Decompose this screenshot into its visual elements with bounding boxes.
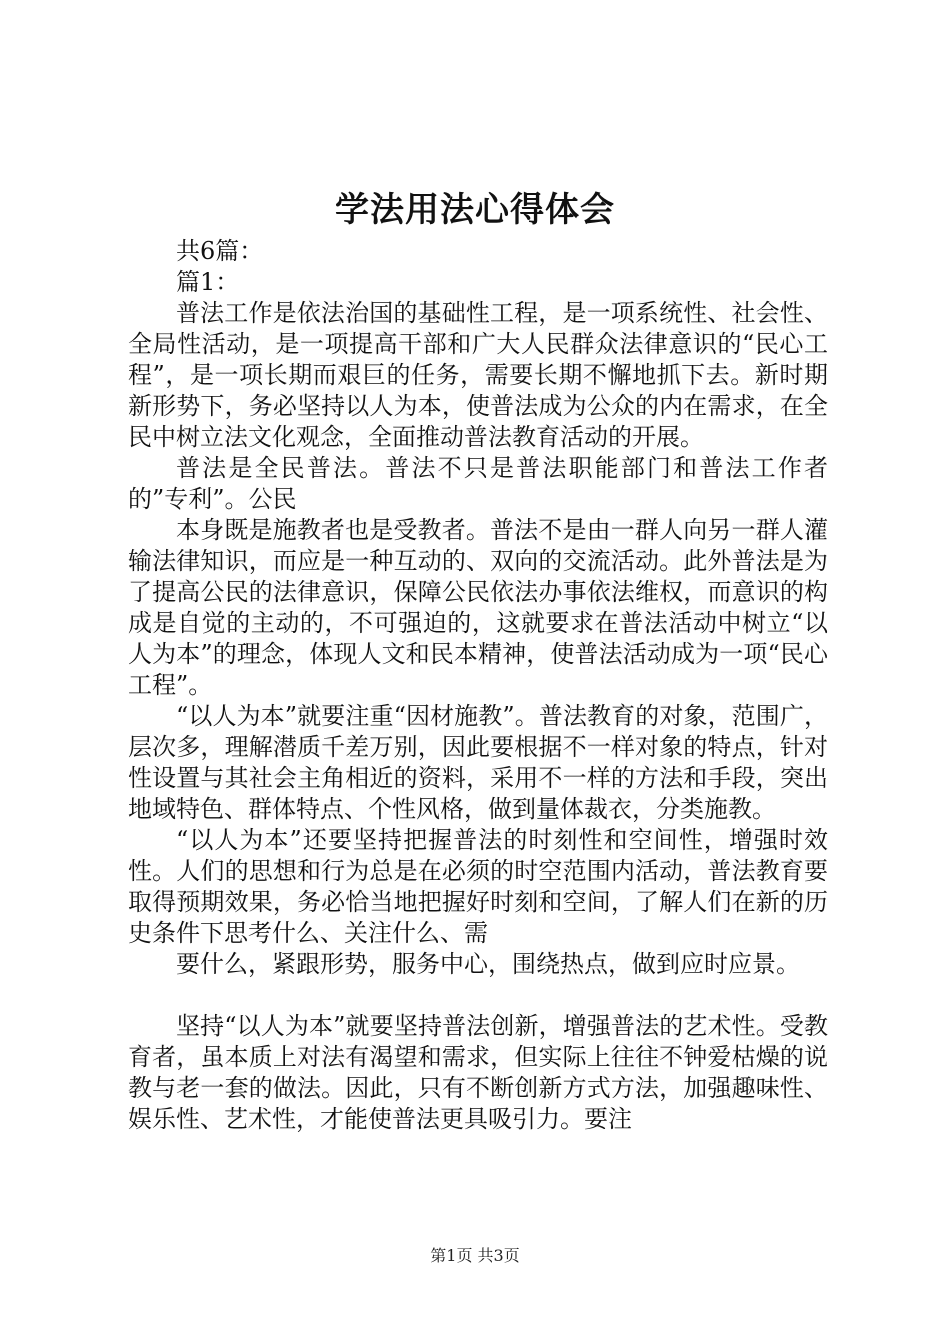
paragraph-1: 普法工作是依法治国的基础性工程，是一项系统性、社会性、全局性活动，是一项提高干部和广大人民群众法律意识的“民心工程”，是一项长期而艰巨的任务，需要长期不懈地抓下去。新时期新形势下，务必坚持以人为本，使普法成为公众的内在需求，在全民中树立法文化观念，全面推动普法教育活动的开展。	[128, 299, 828, 451]
paragraph-5: “以人为本”还要坚持把握普法的时刻性和空间性，增强时效性。人们的思想和行为总是在必须的时空范围内活动，普法教育要取得预期效果，务必恰当地把握好时刻和空间，了解人们在新的历史条件下思考什么、关注什么、需	[128, 826, 828, 947]
paragraph-article-count: 共6篇：	[176, 237, 264, 265]
document-title: 学法用法心得体会	[335, 190, 615, 230]
paragraph-3: 本身既是施教者也是受教者。普法不是由一群人向另一群人灌输法律知识，而应是一种互动的、双向的交流活动。此外普法是为了提高公民的法律意识，保障公民依法办事依法维权，而意识的构成是自觉的主动的，不可强迫的，这就要求在普法活动中树立“以人为本”的理念，体现人文和民本精神，使普法活动成为一项“民心工程”。	[128, 516, 828, 699]
document-body	[128, 236, 828, 1135]
paragraph-article-label: 篇1：	[176, 268, 240, 296]
paragraph-6: 要什么，紧跟形势，服务中心，围绕热点，做到应时应景。	[176, 950, 800, 978]
page-footer: 第1页 共3页	[430, 1246, 520, 1265]
paragraph-7: 坚持“以人为本”就要坚持普法创新，增强普法的艺术性。受教育者，虽本质上对法有渴望和需求，但实际上往往不钟爱枯燥的说教与老一套的做法。因此，只有不断创新方式方法，加强趣味性、娱乐性、艺术性，才能使普法更具吸引力。要注	[128, 1012, 828, 1133]
paragraph-4: “以人为本”就要注重“因材施教”。普法教育的对象，范围广，层次多，理解潜质千差万别，因此要根据不一样对象的特点，针对性设置与其社会主角相近的资料，采用不一样的方法和手段，突出地域特色、群体特点、个性风格，做到量体裁衣，分类施教。	[128, 702, 828, 823]
paragraph-2: 普法是全民普法。普法不只是普法职能部门和普法工作者的”专利”。公民	[128, 454, 828, 513]
